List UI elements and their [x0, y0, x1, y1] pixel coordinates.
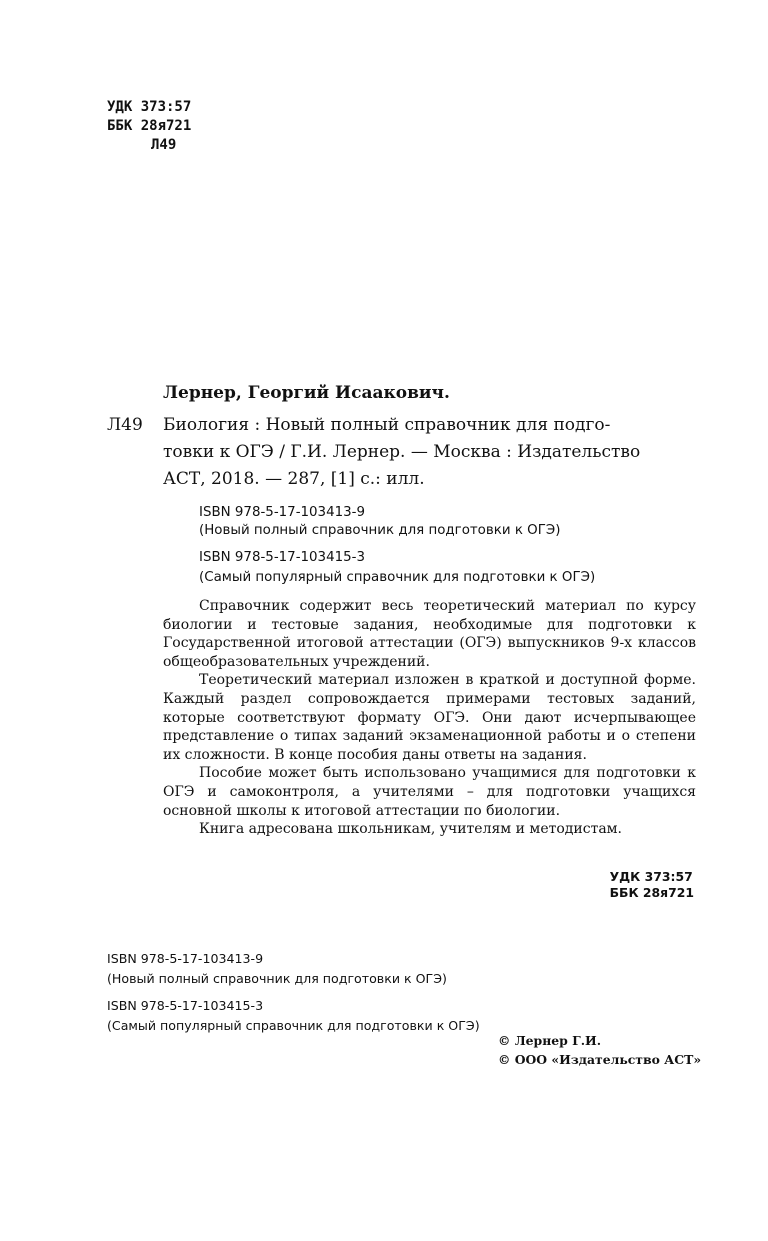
bbk-code: ББК 28я721 [609, 885, 694, 900]
author-index: Л49 [107, 415, 143, 435]
isbn-title: (Самый популярный справочник для подготовки к ОГЭ) [107, 1018, 480, 1033]
biblio-line: АСТ, 2018. — 287, [1] с.: илл. [163, 469, 425, 489]
biblio-line: товки к ОГЭ / Г.И. Лернер. — Москва : Издательство [163, 442, 641, 462]
bbk-code: ББК 28я721 [107, 118, 192, 134]
isbn-title: (Самый популярный справочник для подготовки к ОГЭ) [199, 570, 596, 585]
udk-code: УДК 373:57 [609, 869, 693, 884]
annotation-paragraph: Книга адресована школьникам, учителям и методистам. [199, 821, 623, 838]
author-name: Лернер, Георгий Исаакович. [163, 383, 450, 403]
copyright-block [498, 1031, 701, 1069]
annotation-paragraph: Пособие может быть использовано учащимися для подготовки к ОГЭ и самоконтроля, а учителями – для подготовки учащихся основной школы к итоговой аттестации по биологии. [163, 765, 696, 819]
isbn-number: ISBN 978-5-17-103413-9 [199, 505, 365, 520]
isbn-number: ISBN 978-5-17-103413-9 [107, 951, 264, 966]
isbn-title: (Новый полный справочник для подготовки к ОГЭ) [199, 523, 561, 538]
annotation-paragraph: Справочник содержит весь теоретический материал по курсу биологии и тестовые задания, необходимые для подготовки к Государственной итоговой аттестации (ОГЭ) выпускников 9-х классов общеобразовательных учреждений. [163, 598, 696, 670]
isbn-number: ISBN 978-5-17-103415-3 [199, 550, 365, 565]
biblio-line: Биология : Новый полный справочник для подго- [163, 415, 611, 435]
classification-block-top [107, 98, 191, 155]
annotation [163, 597, 696, 839]
classification-block-right [610, 869, 694, 901]
annotation-paragraph: Теоретический материал изложен в краткой и доступной форме. Каждый раздел сопровождается примерами тестовых заданий, которые соответствуют формату ОГЭ. Они дают исчерпывающее представление о типах заданий экзаменационной работы и о степени их сложности. В конце пособия даны ответы на задания. [163, 672, 696, 763]
copyright-publisher: © ООО «Издательство АСТ» [498, 1052, 702, 1067]
copyright-author: © Лернер Г.И. [498, 1033, 602, 1048]
isbn-number: ISBN 978-5-17-103415-3 [107, 998, 264, 1013]
author-mark: Л49 [151, 137, 177, 153]
isbn-title: (Новый полный справочник для подготовки к ОГЭ) [107, 971, 447, 986]
udk-code: УДК 373:57 [107, 99, 192, 115]
